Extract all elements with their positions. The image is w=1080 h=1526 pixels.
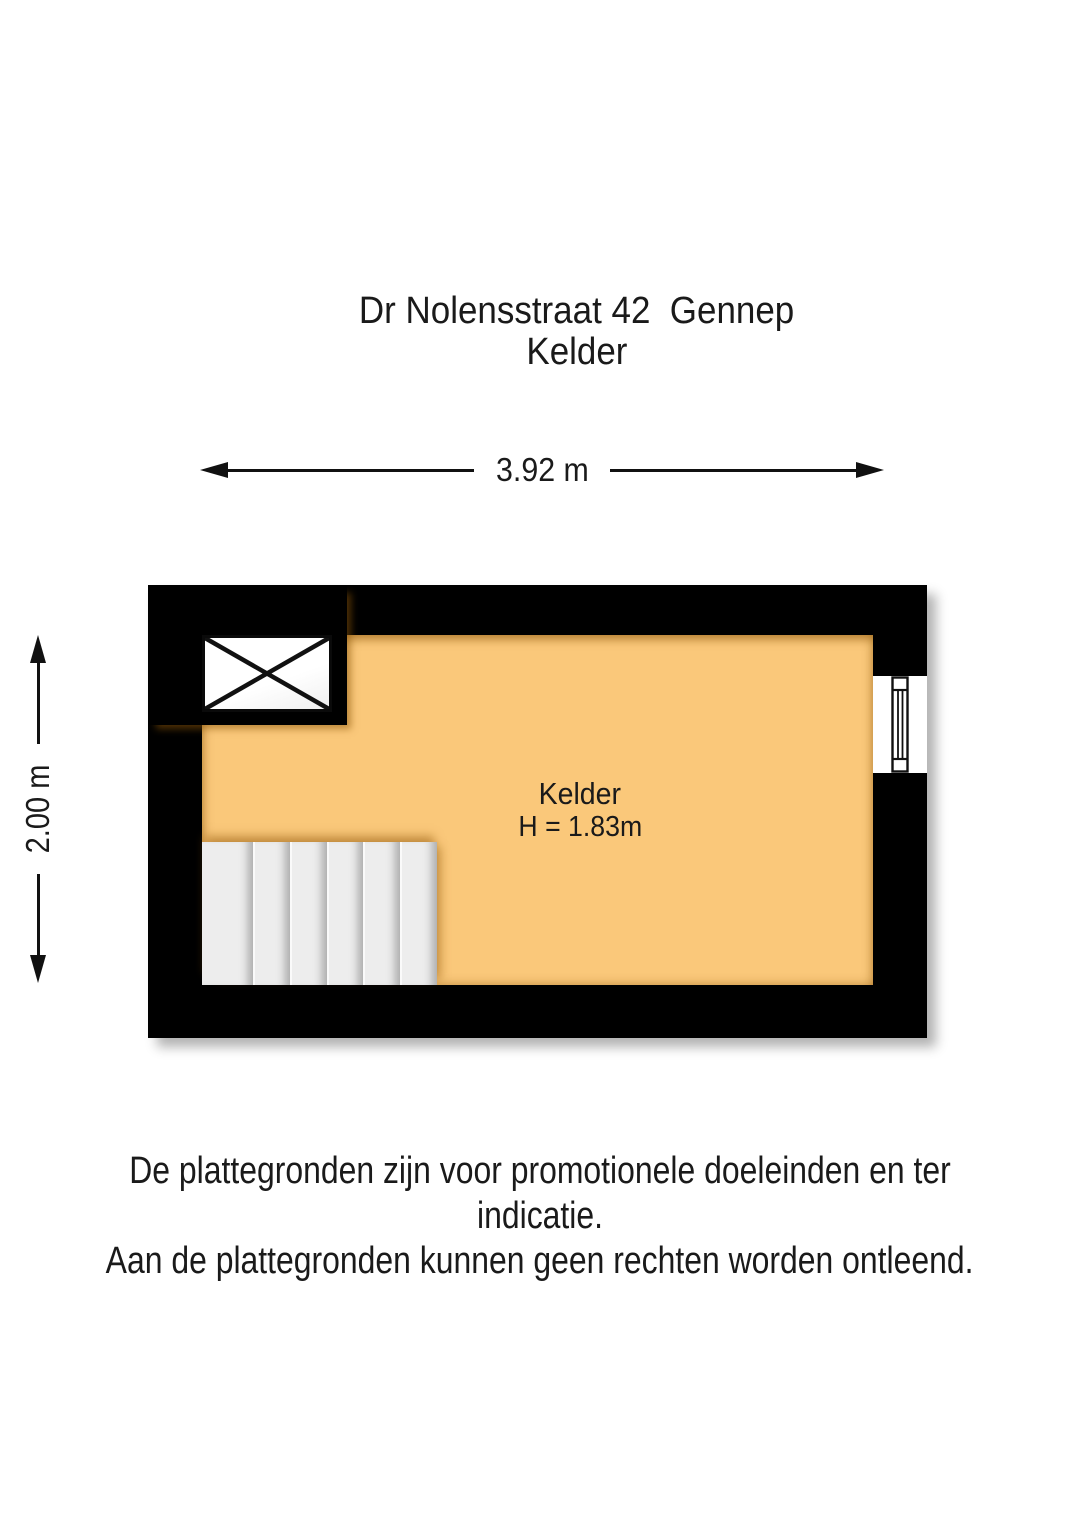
stair-step — [327, 842, 364, 985]
stair-step — [363, 842, 400, 985]
height-dimension-label: 2.00 m — [19, 764, 56, 854]
height-dimension — [21, 635, 55, 983]
stair-step — [253, 842, 290, 985]
room-label — [280, 777, 880, 844]
width-dimension-label: 3.92 m — [495, 451, 589, 488]
dimension-line — [610, 469, 856, 472]
room-name: Kelder — [538, 776, 622, 811]
cross-hatch-lines — [205, 638, 329, 709]
title-floor-text: Kelder — [526, 331, 628, 373]
width-dimension — [200, 451, 884, 488]
page-title — [0, 291, 1080, 373]
title-floor-line — [74, 332, 1080, 373]
stair-step — [290, 842, 327, 985]
arrow-left-icon — [200, 462, 228, 478]
title-address-line — [74, 291, 1080, 332]
arrow-right-icon — [856, 462, 884, 478]
arrow-up-icon — [30, 635, 46, 663]
window-glyph — [873, 676, 927, 773]
dimension-line — [37, 663, 40, 744]
stair-step — [400, 842, 437, 985]
disclaimer — [0, 1149, 1080, 1284]
dimension-line — [37, 874, 40, 955]
cross-hatch-icon — [202, 635, 332, 712]
room-ceiling-height: H = 1.83m — [518, 811, 642, 843]
window-icon — [873, 676, 927, 773]
arrow-down-icon — [30, 955, 46, 983]
title-address-text: Dr Nolensstraat 42 Gennep — [359, 290, 795, 332]
stairs — [202, 842, 437, 985]
disclaimer-line-2: Aan de plattegronden kunnen geen rechten worden ontleend. — [106, 1240, 974, 1282]
stair-step — [202, 842, 253, 985]
disclaimer-line-1: De plattegronden zijn voor promotionele doeleinden en ter indicatie. — [129, 1150, 951, 1237]
dimension-line — [228, 469, 474, 472]
